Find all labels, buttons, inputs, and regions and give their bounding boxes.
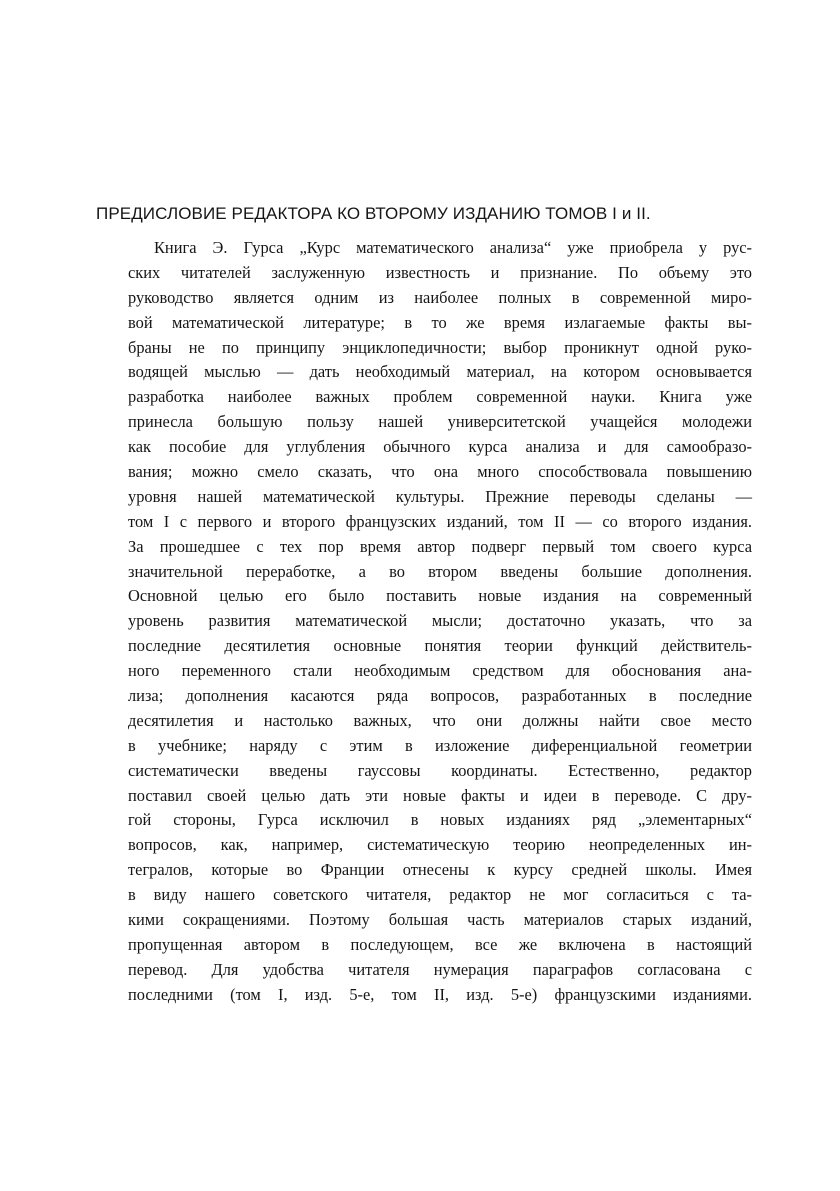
text-line: перевод. Для удобства читателя нумерация параграфов согласована с	[128, 959, 752, 979]
text-line: вопросов, как, например, систематическую теорию неопределенных ин-	[128, 835, 752, 855]
text-line: ских читателей заслуженную известность и признание. По объему это	[128, 262, 752, 282]
text-line: лиза; дополнения касаются ряда вопросов, разработанных в последние	[128, 686, 752, 706]
text-line: руководство является одним из наиболее полных в современной миро-	[128, 287, 752, 307]
text-line: принесла большую пользу нашей университетской учащейся молодежи	[128, 412, 752, 432]
text-line: в учебнике; наряду с этим в изложение диференциальной геометрии	[128, 735, 752, 755]
text-line: десятилетия и настолько важных, что они должны найти свое место	[128, 710, 752, 730]
text-line: За прошедшее с тех пор время автор подверг первый том своего курса	[128, 536, 752, 556]
text-line: уровень развития математической мысли; достаточно указать, что за	[128, 611, 752, 631]
text-line: том I с первого и второго французских изданий, том II — со второго издания.	[128, 511, 752, 531]
text-line: уровня нашей математической культуры. Прежние переводы сделаны —	[128, 486, 752, 506]
text-line: последними (том I, изд. 5-е, том II, изд. 5-е) французскими изданиями.	[128, 984, 752, 1004]
text-line: гой стороны, Гурса исключил в новых изданиях ряд „элементарных“	[128, 810, 752, 830]
page-title: ПРЕДИСЛОВИЕ РЕДАКТОРА КО ВТОРОМУ ИЗДАНИЮ ТОМОВ I и II.	[96, 204, 651, 223]
text-line: тегралов, которые во Франции отнесены к курсу средней школы. Имея	[128, 860, 752, 880]
text-line: кими сокращениями. Поэтому большая часть материалов старых изданий,	[128, 910, 752, 930]
text-line: систематически введены гауссовы координаты. Естественно, редактор	[128, 760, 752, 780]
text-line: Основной целью его было поставить новые издания на современный	[128, 586, 752, 606]
text-line: пропущенная автором в последующем, все же включена в настоящий	[128, 934, 752, 954]
text-line: значительной переработке, а во втором введены большие дополнения.	[128, 561, 752, 581]
text-line: Книга Э. Гурса „Курс математического анализа“ уже приобрела у рус-	[154, 238, 752, 257]
text-line: поставил своей целью дать эти новые факты и идеи в переводе. С дру-	[128, 785, 752, 805]
text-line: вания; можно смело сказать, что она много способствовала повышению	[128, 462, 752, 482]
text-line: вой математической литературе; в то же время излагаемые факты вы-	[128, 312, 752, 332]
text-line: последние десятилетия основные понятия теории функций действитель-	[128, 636, 752, 656]
text-line: браны не по принципу энциклопедичности; выбор проникнут одной руко-	[128, 337, 752, 357]
text-line: в виду нашего советского читателя, редактор не мог согласиться с та-	[128, 885, 752, 905]
text-line: водящей мыслью — дать необходимый материал, на котором основывается	[128, 362, 752, 382]
preface-paragraph	[128, 236, 752, 1008]
text-line: разработка наиболее важных проблем современной науки. Книга уже	[128, 387, 752, 407]
text-line: как пособие для углубления обычного курса анализа и для самообразо-	[128, 437, 752, 457]
text-line: ного переменного стали необходимым средством для обоснования ана-	[128, 661, 752, 681]
